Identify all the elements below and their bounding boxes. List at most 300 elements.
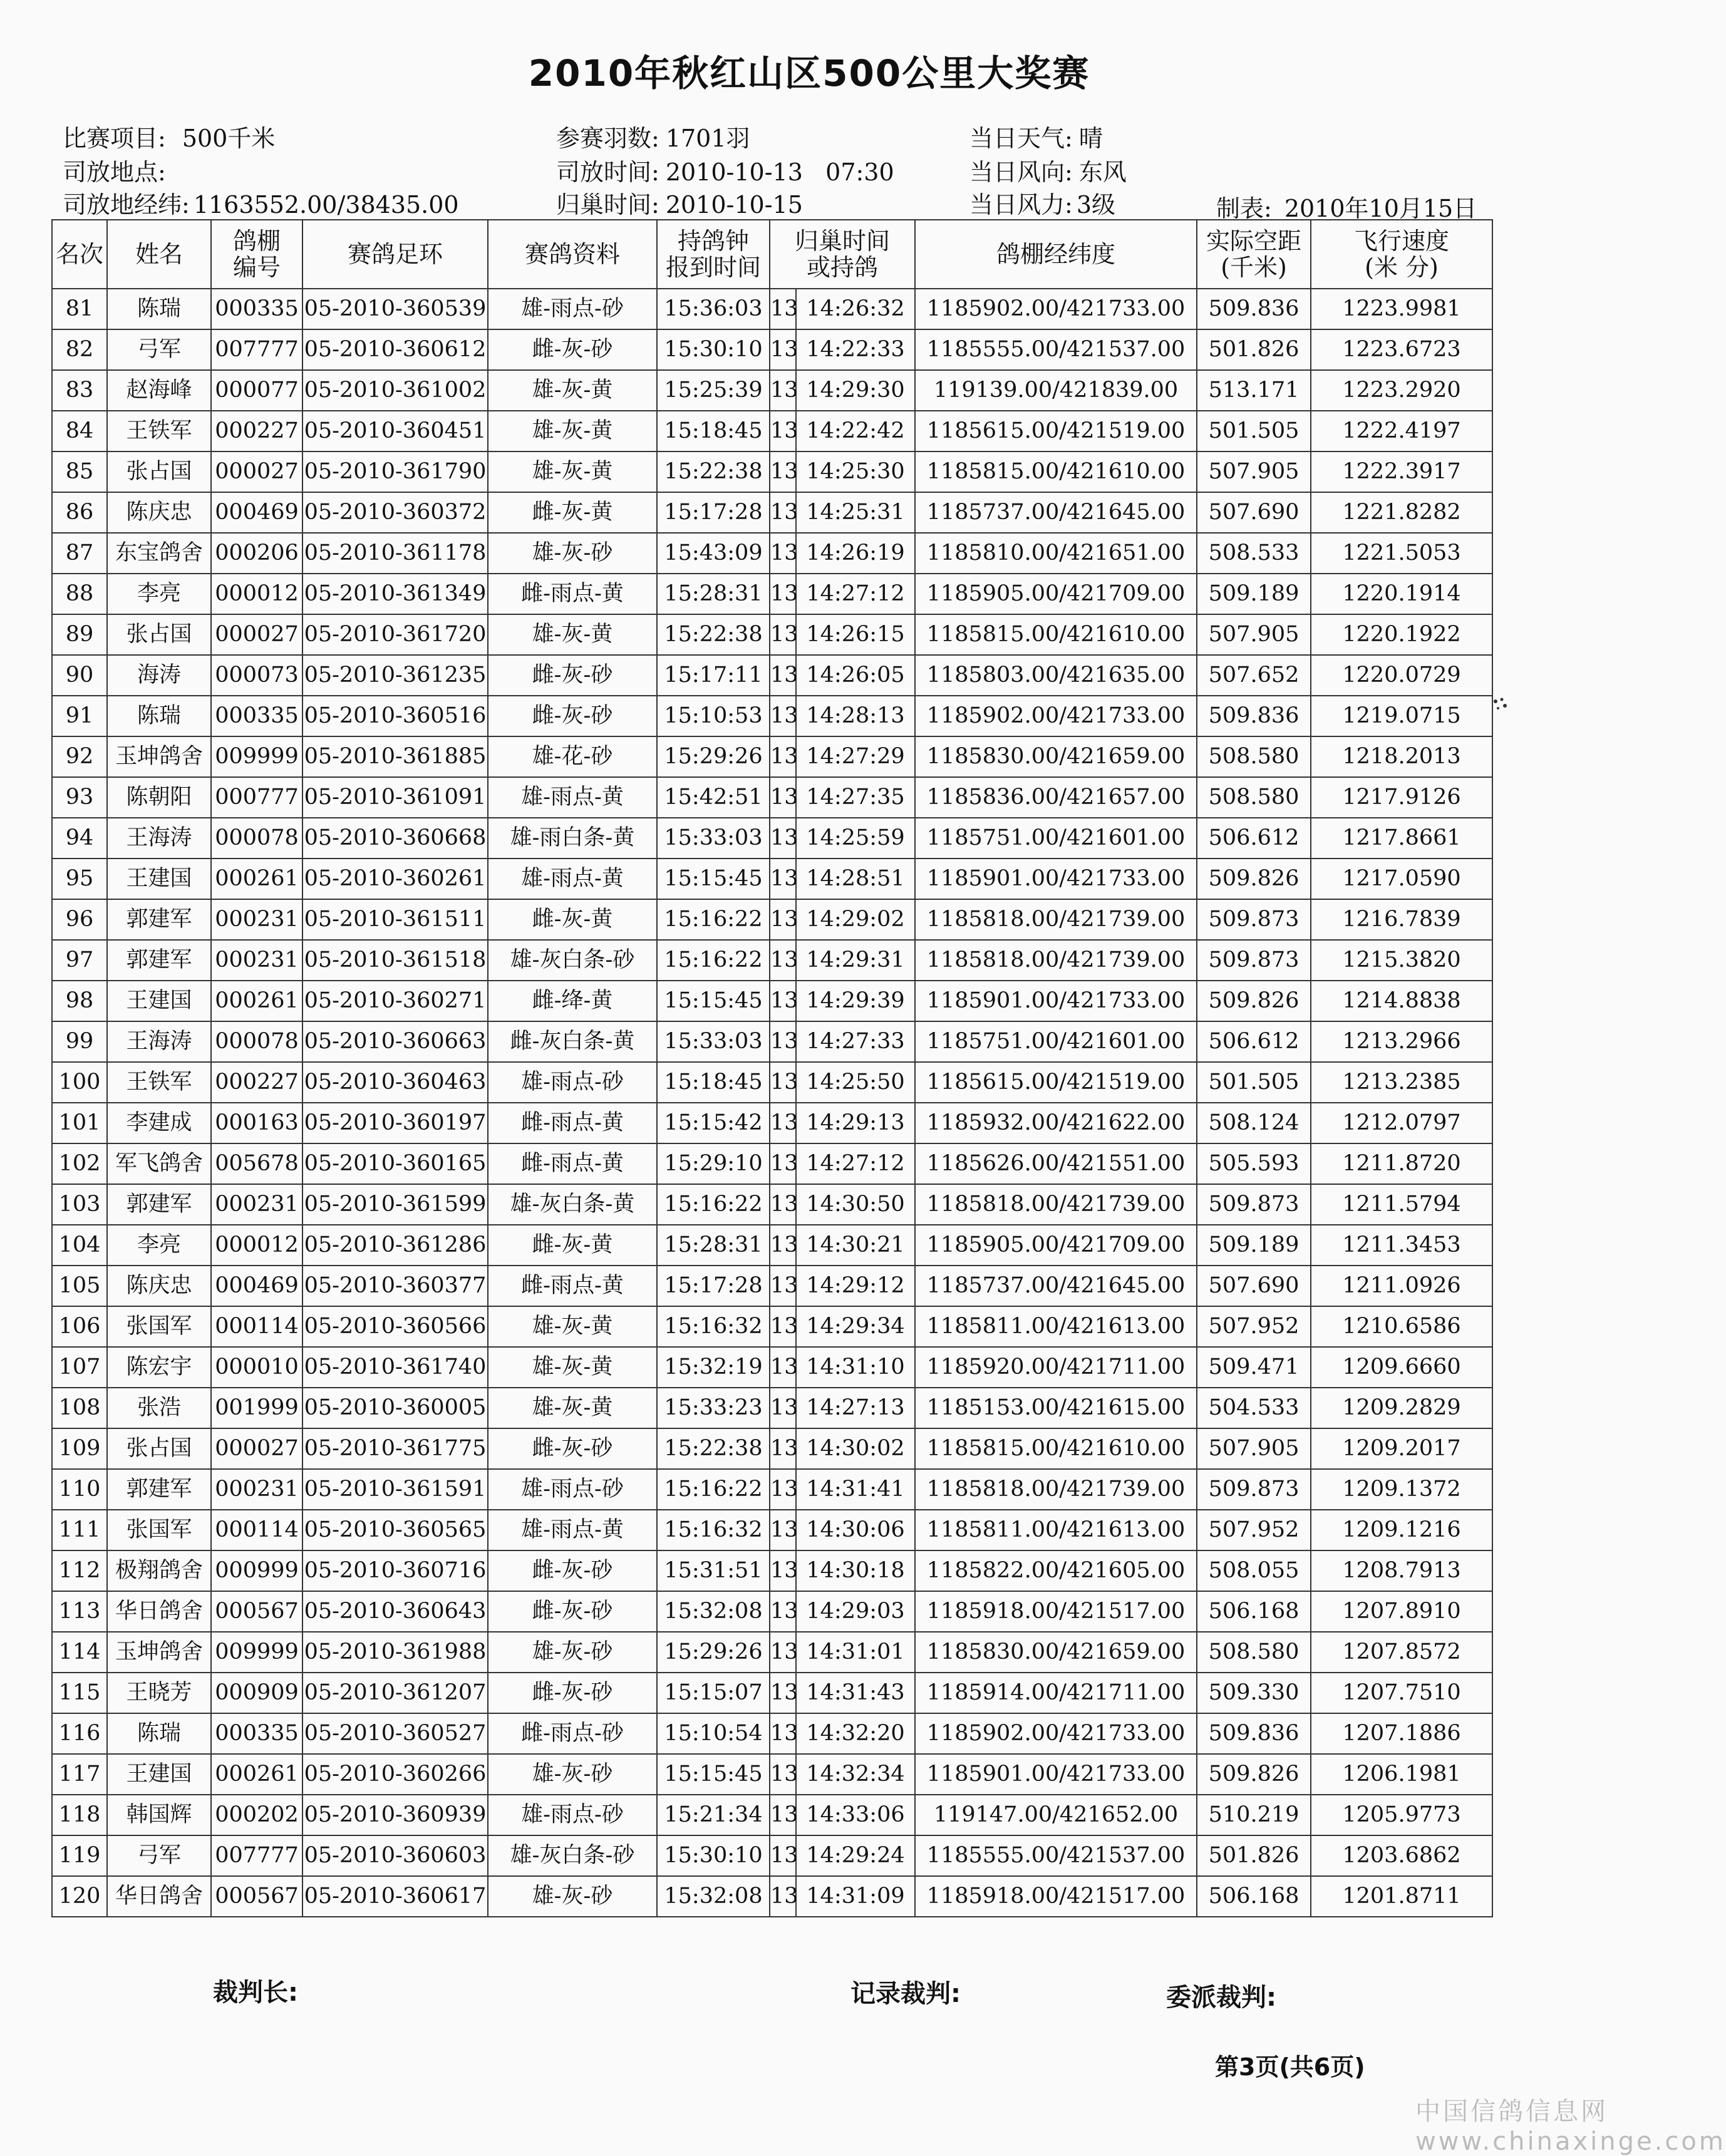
cell-rank: 82 bbox=[52, 329, 107, 370]
cell-clock-time: 15:33:23 bbox=[657, 1388, 770, 1428]
cell-distance: 506.168 bbox=[1197, 1876, 1311, 1917]
cell-return-day: 13 bbox=[770, 1591, 796, 1632]
cell-loft-no: 000777 bbox=[211, 777, 302, 818]
cell-speed: 1216.7839 bbox=[1311, 899, 1492, 940]
meta-wind-dir-label: 当日风向: bbox=[969, 158, 1073, 186]
cell-loft-coord: 1185932.00/421622.00 bbox=[915, 1103, 1197, 1143]
cell-ring: 05-2010-360165 bbox=[302, 1143, 488, 1184]
cell-loft-coord: 1185818.00/421739.00 bbox=[915, 899, 1197, 940]
cell-rank: 92 bbox=[52, 736, 107, 777]
cell-info: 雌-灰-黄 bbox=[488, 492, 657, 533]
cell-ring: 05-2010-360612 bbox=[302, 329, 488, 370]
cell-info: 雄-灰-黄 bbox=[488, 614, 657, 655]
cell-name: 极翔鸽舍 bbox=[107, 1550, 211, 1591]
cell-return-day: 13 bbox=[770, 1143, 796, 1184]
header-clock-line1: 持鸽钟 bbox=[677, 227, 749, 255]
cell-clock-time: 15:22:38 bbox=[657, 451, 770, 492]
cell-clock-time: 15:18:45 bbox=[657, 411, 770, 451]
cell-ring: 05-2010-360603 bbox=[302, 1835, 488, 1876]
cell-name: 王铁军 bbox=[107, 1062, 211, 1103]
table-row bbox=[52, 1632, 1492, 1673]
cell-info: 雌-灰白条-黄 bbox=[488, 1021, 657, 1062]
cell-info: 雄-雨点-黄 bbox=[488, 1510, 657, 1550]
cell-loft-coord: 1185751.00/421601.00 bbox=[915, 818, 1197, 859]
cell-ring: 05-2010-360005 bbox=[302, 1388, 488, 1428]
cell-ring: 05-2010-360451 bbox=[302, 411, 488, 451]
table-row bbox=[52, 1184, 1492, 1225]
cell-clock-time: 15:32:19 bbox=[657, 1347, 770, 1388]
cell-rank: 113 bbox=[52, 1591, 107, 1632]
cell-rank: 97 bbox=[52, 940, 107, 981]
cell-speed: 1217.9126 bbox=[1311, 777, 1492, 818]
cell-loft-no: 000114 bbox=[211, 1510, 302, 1550]
cell-return-time: 14:29:03 bbox=[796, 1591, 915, 1632]
cell-ring: 05-2010-360663 bbox=[302, 1021, 488, 1062]
cell-clock-time: 15:16:22 bbox=[657, 1184, 770, 1225]
cell-rank: 120 bbox=[52, 1876, 107, 1917]
cell-distance: 501.505 bbox=[1197, 1062, 1311, 1103]
cell-clock-time: 15:15:07 bbox=[657, 1673, 770, 1713]
meta-release-coord bbox=[63, 189, 459, 220]
meta-return-time-label: 归巢时间: bbox=[556, 191, 659, 219]
cell-rank: 81 bbox=[52, 289, 107, 329]
cell-loft-coord: 1185901.00/421733.00 bbox=[915, 1754, 1197, 1795]
meta-release-site-label: 司放地点: bbox=[63, 158, 166, 186]
cell-distance: 509.189 bbox=[1197, 574, 1311, 614]
cell-return-day: 13 bbox=[770, 1062, 796, 1103]
cell-rank: 110 bbox=[52, 1469, 107, 1510]
cell-distance: 509.873 bbox=[1197, 1184, 1311, 1225]
cell-return-day: 13 bbox=[770, 1428, 796, 1469]
cell-loft-coord: 1185737.00/421645.00 bbox=[915, 1266, 1197, 1306]
meta-release-time-label: 司放时间: bbox=[556, 158, 659, 186]
cell-speed: 1222.3917 bbox=[1311, 451, 1492, 492]
cell-return-time: 14:27:12 bbox=[796, 1143, 915, 1184]
cell-speed: 1209.2017 bbox=[1311, 1428, 1492, 1469]
cell-return-day: 13 bbox=[770, 1754, 796, 1795]
cell-name: 李亮 bbox=[107, 1225, 211, 1266]
table-row bbox=[52, 1143, 1492, 1184]
cell-ring: 05-2010-361091 bbox=[302, 777, 488, 818]
table-row bbox=[52, 533, 1492, 574]
table-row bbox=[52, 1388, 1492, 1428]
table-row bbox=[52, 1550, 1492, 1591]
cell-loft-coord: 1185737.00/421645.00 bbox=[915, 492, 1197, 533]
cell-speed: 1201.8711 bbox=[1311, 1876, 1492, 1917]
cell-distance: 508.533 bbox=[1197, 533, 1311, 574]
meta-weather bbox=[969, 123, 1103, 154]
cell-loft-no: 000335 bbox=[211, 1713, 302, 1754]
cell-loft-no: 000078 bbox=[211, 1021, 302, 1062]
cell-speed: 1215.3820 bbox=[1311, 940, 1492, 981]
cell-loft-no: 000206 bbox=[211, 533, 302, 574]
table-row bbox=[52, 1225, 1492, 1266]
cell-name: 华日鸽舍 bbox=[107, 1876, 211, 1917]
cell-loft-no: 000231 bbox=[211, 1469, 302, 1510]
cell-speed: 1221.8282 bbox=[1311, 492, 1492, 533]
cell-name: 陈瑞 bbox=[107, 289, 211, 329]
cell-loft-coord: 1185815.00/421610.00 bbox=[915, 451, 1197, 492]
cell-loft-no: 000231 bbox=[211, 940, 302, 981]
cell-distance: 501.826 bbox=[1197, 329, 1311, 370]
cell-speed: 1220.1914 bbox=[1311, 574, 1492, 614]
cell-clock-time: 15:17:11 bbox=[657, 655, 770, 696]
cell-speed: 1206.1981 bbox=[1311, 1754, 1492, 1795]
cell-clock-time: 15:15:45 bbox=[657, 859, 770, 899]
cell-distance: 513.171 bbox=[1197, 370, 1311, 411]
table-row bbox=[52, 614, 1492, 655]
cell-rank: 102 bbox=[52, 1143, 107, 1184]
cell-speed: 1207.8572 bbox=[1311, 1632, 1492, 1673]
table-row bbox=[52, 289, 1492, 329]
cell-return-day: 13 bbox=[770, 492, 796, 533]
meta-release-coord-value: 1163552.00/38435.00 bbox=[193, 191, 459, 219]
cell-clock-time: 15:36:03 bbox=[657, 289, 770, 329]
cell-speed: 1220.1922 bbox=[1311, 614, 1492, 655]
cell-info: 雄-灰白条-砂 bbox=[488, 1835, 657, 1876]
cell-return-time: 14:27:33 bbox=[796, 1021, 915, 1062]
cell-info: 雌-灰-砂 bbox=[488, 1550, 657, 1591]
cell-ring: 05-2010-361720 bbox=[302, 614, 488, 655]
cell-info: 雄-花-砂 bbox=[488, 736, 657, 777]
cell-info: 雄-雨点-砂 bbox=[488, 1469, 657, 1510]
cell-name: 赵海峰 bbox=[107, 370, 211, 411]
cell-loft-coord: 1185811.00/421613.00 bbox=[915, 1306, 1197, 1347]
cell-clock-time: 15:42:51 bbox=[657, 777, 770, 818]
cell-name: 张国军 bbox=[107, 1510, 211, 1550]
cell-clock-time: 15:22:38 bbox=[657, 1428, 770, 1469]
meta-wind-force-value: 3级 bbox=[1076, 191, 1115, 219]
cell-loft-coord: 1185902.00/421733.00 bbox=[915, 1713, 1197, 1754]
cell-distance: 508.124 bbox=[1197, 1103, 1311, 1143]
cell-clock-time: 15:16:22 bbox=[657, 899, 770, 940]
cell-clock-time: 15:16:32 bbox=[657, 1306, 770, 1347]
assigned-judge-label: 委派裁判: bbox=[1166, 1983, 1276, 2012]
cell-loft-no: 000469 bbox=[211, 492, 302, 533]
cell-rank: 112 bbox=[52, 1550, 107, 1591]
cell-distance: 509.189 bbox=[1197, 1225, 1311, 1266]
cell-info: 雄-雨点-砂 bbox=[488, 1062, 657, 1103]
cell-speed: 1212.0797 bbox=[1311, 1103, 1492, 1143]
cell-clock-time: 15:31:51 bbox=[657, 1550, 770, 1591]
cell-return-time: 14:27:35 bbox=[796, 777, 915, 818]
cell-return-day: 13 bbox=[770, 1347, 796, 1388]
cell-info: 雌-灰-砂 bbox=[488, 655, 657, 696]
cell-return-day: 13 bbox=[770, 1266, 796, 1306]
cell-rank: 106 bbox=[52, 1306, 107, 1347]
header-loft-no-line2: 编号 bbox=[232, 254, 281, 281]
cell-return-day: 13 bbox=[770, 1632, 796, 1673]
table-row bbox=[52, 574, 1492, 614]
cell-ring: 05-2010-360527 bbox=[302, 1713, 488, 1754]
cell-distance: 509.330 bbox=[1197, 1673, 1311, 1713]
chief-judge-label: 裁判长: bbox=[213, 1978, 298, 2007]
cell-loft-coord: 1185905.00/421709.00 bbox=[915, 574, 1197, 614]
cell-return-time: 14:26:32 bbox=[796, 289, 915, 329]
cell-loft-no: 000335 bbox=[211, 696, 302, 736]
cell-ring: 05-2010-360372 bbox=[302, 492, 488, 533]
cell-speed: 1217.0590 bbox=[1311, 859, 1492, 899]
cell-return-day: 13 bbox=[770, 1713, 796, 1754]
meta-entries-label: 参赛羽数: bbox=[556, 125, 659, 152]
table-row bbox=[52, 1795, 1492, 1835]
cell-ring: 05-2010-360566 bbox=[302, 1306, 488, 1347]
cell-loft-no: 009999 bbox=[211, 736, 302, 777]
header-return-line2: 或持鸽 bbox=[807, 254, 879, 281]
cell-loft-coord: 1185914.00/421711.00 bbox=[915, 1673, 1197, 1713]
cell-return-day: 13 bbox=[770, 899, 796, 940]
cell-return-day: 13 bbox=[770, 451, 796, 492]
cell-ring: 05-2010-360197 bbox=[302, 1103, 488, 1143]
cell-loft-coord: 1185803.00/421635.00 bbox=[915, 655, 1197, 696]
cell-rank: 107 bbox=[52, 1347, 107, 1388]
cell-info: 雄-灰-黄 bbox=[488, 1388, 657, 1428]
cell-rank: 114 bbox=[52, 1632, 107, 1673]
cell-rank: 84 bbox=[52, 411, 107, 451]
header-speed-line2: (米 分) bbox=[1365, 254, 1439, 281]
cell-return-day: 13 bbox=[770, 777, 796, 818]
cell-ring: 05-2010-360939 bbox=[302, 1795, 488, 1835]
cell-info: 雄-雨白条-黄 bbox=[488, 818, 657, 859]
cell-name: 韩国辉 bbox=[107, 1795, 211, 1835]
cell-return-time: 14:26:19 bbox=[796, 533, 915, 574]
meta-event bbox=[63, 123, 275, 154]
results-body bbox=[52, 289, 1492, 1917]
cell-clock-time: 15:32:08 bbox=[657, 1591, 770, 1632]
cell-return-time: 14:30:21 bbox=[796, 1225, 915, 1266]
cell-loft-no: 000999 bbox=[211, 1550, 302, 1591]
cell-loft-no: 000073 bbox=[211, 655, 302, 696]
cell-return-day: 13 bbox=[770, 981, 796, 1021]
cell-distance: 506.612 bbox=[1197, 818, 1311, 859]
cell-speed: 1223.6723 bbox=[1311, 329, 1492, 370]
meta-wind-force bbox=[969, 189, 1115, 220]
cell-ring: 05-2010-360271 bbox=[302, 981, 488, 1021]
cell-return-time: 14:31:41 bbox=[796, 1469, 915, 1510]
cell-return-time: 14:25:59 bbox=[796, 818, 915, 859]
cell-name: 张国军 bbox=[107, 1306, 211, 1347]
cell-loft-no: 000909 bbox=[211, 1673, 302, 1713]
cell-speed: 1209.6660 bbox=[1311, 1347, 1492, 1388]
cell-speed: 1217.8661 bbox=[1311, 818, 1492, 859]
cell-distance: 509.826 bbox=[1197, 1754, 1311, 1795]
meta-release-site bbox=[63, 157, 182, 188]
header-speed bbox=[1311, 220, 1492, 289]
cell-info: 雄-灰-黄 bbox=[488, 1347, 657, 1388]
cell-name: 陈宏宇 bbox=[107, 1347, 211, 1388]
cell-ring: 05-2010-360516 bbox=[302, 696, 488, 736]
table-header-row bbox=[52, 220, 1492, 289]
cell-name: 王建国 bbox=[107, 859, 211, 899]
cell-name: 玉坤鸽舍 bbox=[107, 736, 211, 777]
cell-loft-no: 000261 bbox=[211, 1754, 302, 1795]
meta-release-time-value: 2010-10-13 07:30 bbox=[665, 158, 894, 186]
meta-event-label: 比赛项目: bbox=[63, 125, 166, 152]
cell-rank: 99 bbox=[52, 1021, 107, 1062]
header-distance bbox=[1197, 220, 1311, 289]
page-number: 第3页(共6页) bbox=[1215, 2053, 1365, 2081]
cell-return-day: 13 bbox=[770, 818, 796, 859]
cell-loft-no: 000227 bbox=[211, 1062, 302, 1103]
cell-rank: 109 bbox=[52, 1428, 107, 1469]
meta-release-time bbox=[556, 157, 894, 188]
cell-ring: 05-2010-361002 bbox=[302, 370, 488, 411]
cell-loft-coord: 1185905.00/421709.00 bbox=[915, 1225, 1197, 1266]
cell-ring: 05-2010-361988 bbox=[302, 1632, 488, 1673]
cell-return-time: 14:29:30 bbox=[796, 370, 915, 411]
page-title: 2010年秋红山区500公里大奖赛 bbox=[528, 52, 1090, 95]
cell-clock-time: 15:43:09 bbox=[657, 533, 770, 574]
cell-rank: 93 bbox=[52, 777, 107, 818]
cell-clock-time: 15:17:28 bbox=[657, 492, 770, 533]
cell-loft-coord: 1185822.00/421605.00 bbox=[915, 1550, 1197, 1591]
cell-return-time: 14:22:33 bbox=[796, 329, 915, 370]
cell-return-day: 13 bbox=[770, 329, 796, 370]
cell-info: 雄-灰-砂 bbox=[488, 1754, 657, 1795]
cell-ring: 05-2010-361775 bbox=[302, 1428, 488, 1469]
watermark: 中国信鸽信息网 www.chinaxinge.com bbox=[1415, 2097, 1726, 2156]
cell-ring: 05-2010-361178 bbox=[302, 533, 488, 574]
cell-return-time: 14:29:24 bbox=[796, 1835, 915, 1876]
table-row bbox=[52, 940, 1492, 981]
header-coord: 鸽棚经纬度 bbox=[915, 220, 1197, 289]
cell-return-time: 14:28:13 bbox=[796, 696, 915, 736]
cell-rank: 116 bbox=[52, 1713, 107, 1754]
table-row bbox=[52, 1428, 1492, 1469]
cell-name: 海涛 bbox=[107, 655, 211, 696]
cell-distance: 507.952 bbox=[1197, 1510, 1311, 1550]
cell-ring: 05-2010-360643 bbox=[302, 1591, 488, 1632]
cell-ring: 05-2010-361740 bbox=[302, 1347, 488, 1388]
cell-return-day: 13 bbox=[770, 1835, 796, 1876]
cell-name: 张占国 bbox=[107, 1428, 211, 1469]
cell-return-time: 14:25:31 bbox=[796, 492, 915, 533]
cell-clock-time: 15:10:53 bbox=[657, 696, 770, 736]
cell-info: 雄-雨点-黄 bbox=[488, 777, 657, 818]
cell-return-time: 14:29:39 bbox=[796, 981, 915, 1021]
cell-speed: 1223.2920 bbox=[1311, 370, 1492, 411]
meta-return-time bbox=[556, 189, 803, 220]
cell-return-time: 14:26:15 bbox=[796, 614, 915, 655]
cell-ring: 05-2010-361599 bbox=[302, 1184, 488, 1225]
meta-entries-value: 1701羽 bbox=[665, 125, 750, 152]
table-row bbox=[52, 1266, 1492, 1306]
header-return-line1: 归巢时间 bbox=[795, 227, 891, 255]
cell-distance: 507.905 bbox=[1197, 614, 1311, 655]
meta-made-label: 制表: bbox=[1216, 195, 1272, 222]
cell-loft-coord: 1185902.00/421733.00 bbox=[915, 696, 1197, 736]
table-row bbox=[52, 696, 1492, 736]
table-row bbox=[52, 1347, 1492, 1388]
header-info: 赛鸽资料 bbox=[488, 220, 657, 289]
cell-loft-coord: 119139.00/421839.00 bbox=[915, 370, 1197, 411]
cell-return-time: 14:27:29 bbox=[796, 736, 915, 777]
cell-clock-time: 15:25:39 bbox=[657, 370, 770, 411]
cell-return-day: 13 bbox=[770, 655, 796, 696]
cell-info: 雄-雨点-黄 bbox=[488, 859, 657, 899]
meta-weather-label: 当日天气: bbox=[969, 125, 1073, 152]
cell-loft-no: 000261 bbox=[211, 981, 302, 1021]
cell-ring: 05-2010-360261 bbox=[302, 859, 488, 899]
cell-return-day: 13 bbox=[770, 289, 796, 329]
cell-info: 雄-雨点-砂 bbox=[488, 1795, 657, 1835]
record-judge-label: 记录裁判: bbox=[850, 1979, 961, 2008]
cell-name: 王海涛 bbox=[107, 818, 211, 859]
table-row bbox=[52, 1754, 1492, 1795]
cell-name: 张浩 bbox=[107, 1388, 211, 1428]
table-row bbox=[52, 736, 1492, 777]
table-row bbox=[52, 451, 1492, 492]
cell-loft-no: 007777 bbox=[211, 1835, 302, 1876]
header-ring: 赛鸽足环 bbox=[302, 220, 488, 289]
cell-info: 雌-灰-砂 bbox=[488, 329, 657, 370]
cell-rank: 111 bbox=[52, 1510, 107, 1550]
cell-ring: 05-2010-360539 bbox=[302, 289, 488, 329]
cell-clock-time: 15:30:10 bbox=[657, 1835, 770, 1876]
cell-clock-time: 15:29:26 bbox=[657, 736, 770, 777]
cell-return-time: 14:22:42 bbox=[796, 411, 915, 451]
cell-return-time: 14:29:02 bbox=[796, 899, 915, 940]
table-row bbox=[52, 1306, 1492, 1347]
cell-rank: 89 bbox=[52, 614, 107, 655]
cell-loft-coord: 1185751.00/421601.00 bbox=[915, 1021, 1197, 1062]
cell-return-day: 13 bbox=[770, 1469, 796, 1510]
cell-rank: 100 bbox=[52, 1062, 107, 1103]
cell-return-time: 14:30:06 bbox=[796, 1510, 915, 1550]
cell-loft-no: 000261 bbox=[211, 859, 302, 899]
table-row bbox=[52, 1591, 1492, 1632]
cell-return-day: 13 bbox=[770, 1388, 796, 1428]
cell-return-day: 13 bbox=[770, 614, 796, 655]
cell-loft-no: 000469 bbox=[211, 1266, 302, 1306]
cell-info: 雄-雨点-砂 bbox=[488, 289, 657, 329]
cell-name: 王建国 bbox=[107, 1754, 211, 1795]
cell-loft-coord: 1185818.00/421739.00 bbox=[915, 1469, 1197, 1510]
cell-speed: 1208.7913 bbox=[1311, 1550, 1492, 1591]
cell-return-time: 14:26:05 bbox=[796, 655, 915, 696]
cell-return-day: 13 bbox=[770, 859, 796, 899]
cell-distance: 509.471 bbox=[1197, 1347, 1311, 1388]
cell-rank: 105 bbox=[52, 1266, 107, 1306]
cell-loft-coord: 1185810.00/421651.00 bbox=[915, 533, 1197, 574]
cell-distance: 504.533 bbox=[1197, 1388, 1311, 1428]
cell-clock-time: 15:33:03 bbox=[657, 1021, 770, 1062]
cell-name: 玉坤鸽舍 bbox=[107, 1632, 211, 1673]
cell-distance: 509.873 bbox=[1197, 940, 1311, 981]
cell-distance: 507.690 bbox=[1197, 492, 1311, 533]
cell-distance: 509.873 bbox=[1197, 1469, 1311, 1510]
cell-return-time: 14:30:50 bbox=[796, 1184, 915, 1225]
meta-made-value: 2010年10月15日 bbox=[1284, 195, 1477, 222]
header-name: 姓名 bbox=[107, 220, 211, 289]
cell-info: 雌-雨点-黄 bbox=[488, 1143, 657, 1184]
cell-info: 雄-灰-砂 bbox=[488, 1876, 657, 1917]
cell-rank: 118 bbox=[52, 1795, 107, 1835]
cell-clock-time: 15:16:22 bbox=[657, 1469, 770, 1510]
cell-loft-no: 000012 bbox=[211, 1225, 302, 1266]
cell-loft-coord: 1185818.00/421739.00 bbox=[915, 940, 1197, 981]
cell-speed: 1218.2013 bbox=[1311, 736, 1492, 777]
cell-name: 陈庆忠 bbox=[107, 1266, 211, 1306]
table-row bbox=[52, 1469, 1492, 1510]
cell-clock-time: 15:22:38 bbox=[657, 614, 770, 655]
table-row bbox=[52, 1021, 1492, 1062]
cell-info: 雄-灰-黄 bbox=[488, 451, 657, 492]
cell-loft-coord: 1185830.00/421659.00 bbox=[915, 1632, 1197, 1673]
meta-return-time-value: 2010-10-15 bbox=[665, 191, 803, 219]
cell-return-time: 14:25:50 bbox=[796, 1062, 915, 1103]
cell-rank: 94 bbox=[52, 818, 107, 859]
